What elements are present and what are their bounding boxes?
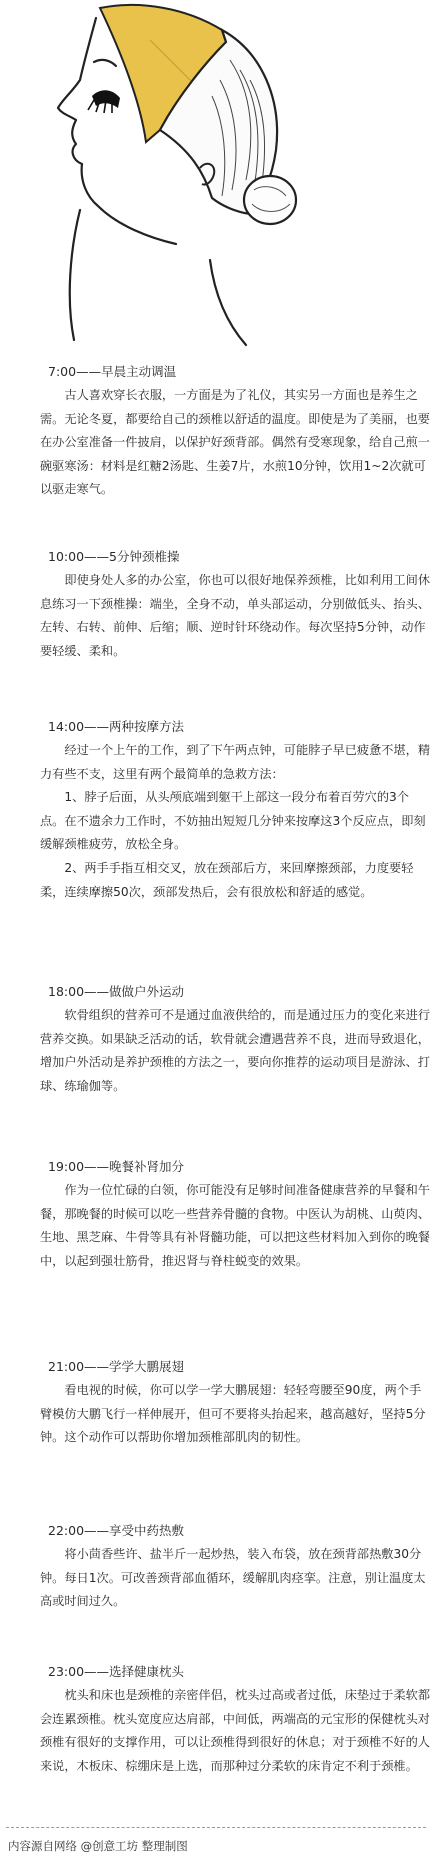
section-heading: 21:00——学学大鹏展翅 (48, 1359, 185, 1374)
section-heading: 18:00——做做户外运动 (48, 984, 185, 999)
section-14 (40, 717, 430, 904)
section-heading: 22:00——享受中药热敷 (48, 1523, 185, 1538)
section-heading: 14:00——两种按摩方法 (48, 719, 185, 734)
section-18 (40, 982, 430, 1098)
section-paragraph: 即使身处人多的办公室，你也可以很好地保养颈椎，比如利用工间休息练习一下颈椎操：端坐，全身不动，单头部运动，分别做低头、抬头、左转、右转、前伸、后缩；顺、逆时针环绕动作。每次坚持5分钟，动作要轻缓、柔和。 (40, 573, 431, 658)
footer-divider (6, 1827, 426, 1828)
woman-profile-illustration (0, 0, 435, 350)
section-heading: 10:00——5分钟颈椎操 (48, 549, 180, 564)
footer-credit: 内容源自网络 @创意工坊 整理制图 (8, 1839, 188, 1853)
section-7 (40, 362, 430, 502)
section-paragraph: 古人喜欢穿长衣服，一方面是为了礼仪，其实另一方面也是养生之需。无论冬夏，都要给自己的颈椎以舒适的温度。即使是为了美丽，也要在办公室准备一件披肩，以保护好颈背部。偶然有受寒现象，给自己煎一碗驱寒汤：材料是红糖2汤匙、生姜7片，水煎10分钟，饮用1~2次就可以驱走寒气。 (40, 388, 430, 497)
section-paragraph: 经过一个上午的工作，到了下午两点钟，可能脖子早已疲惫不堪，精力有些不支，这里有两个最简单的急救方法： (40, 743, 431, 781)
section-paragraph: 软骨组织的营养可不是通过血液供给的，而是通过压力的变化来进行营养交换。如果缺乏活动的话，软骨就会遭遇营养不良，进而导致退化，增加户外活动是养护颈椎的方法之一，要向你推荐的运动项目是游泳、打球、练瑜伽等。 (40, 1008, 431, 1093)
section-paragraph: 枕头和床也是颈椎的亲密伴侣，枕头过高或者过低，床垫过于柔软都会连累颈椎。枕头宽度应达肩部，中间低，两端高的元宝形的保健枕头对颈椎有很好的支撑作用，可以让颈椎得到很好的休息；对于颈椎不好的人来说，木板床、棕绷床是上选，而那种过分柔软的床肯定不利于颈椎。 (40, 1688, 431, 1773)
section-paragraph: 将小茴香些许、盐半斤一起炒热，装入布袋，放在颈背部热敷30分钟。每日1次。可改善颈背部血循环，缓解肌肉痉挛。注意，别让温度太高或时间过久。 (40, 1547, 426, 1609)
section-19 (40, 1157, 430, 1273)
section-heading: 23:00——选择健康枕头 (48, 1664, 185, 1679)
section-paragraph: 作为一位忙碌的白领，你可能没有足够时间准备健康营养的早餐和午餐，那晚餐的时候可以吃一些营养骨髓的食物。中医认为胡桃、山萸肉、生地、黑芝麻、牛骨等具有补肾髓功能，可以把这些材料加入到你的晚餐中，以起到强壮筋骨，推迟肾与脊柱蜕变的效果。 (40, 1183, 431, 1268)
section-21 (40, 1357, 430, 1450)
section-10 (40, 547, 430, 663)
section-23 (40, 1662, 430, 1778)
section-heading: 7:00——早晨主动调温 (48, 364, 177, 379)
section-paragraph: 看电视的时候，你可以学一学大鹏展翅：轻轻弯腰至90度，两个手臂模仿大鹏飞行一样伸展开，但可不要将头抬起来，越高越好，坚持5分钟。这个动作可以帮助你增加颈椎部肌肉的韧性。 (40, 1383, 426, 1445)
section-heading: 19:00——晚餐补肾加分 (48, 1159, 185, 1174)
section-paragraph: 1、脖子后面，从头颅底端到躯干上部这一段分布着百劳穴的3个点。在不遗余力工作时，不妨抽出短短几分钟来按摩这3个反应点，即刻缓解颈椎疲劳，放松全身。 (40, 790, 426, 852)
section-paragraph: 2、两手手指互相交叉，放在颈部后方，来回摩擦颈部，力度要轻柔，连续摩擦50次，颈部发热后，会有很放松和舒适的感觉。 (40, 860, 414, 899)
section-22 (40, 1521, 430, 1614)
